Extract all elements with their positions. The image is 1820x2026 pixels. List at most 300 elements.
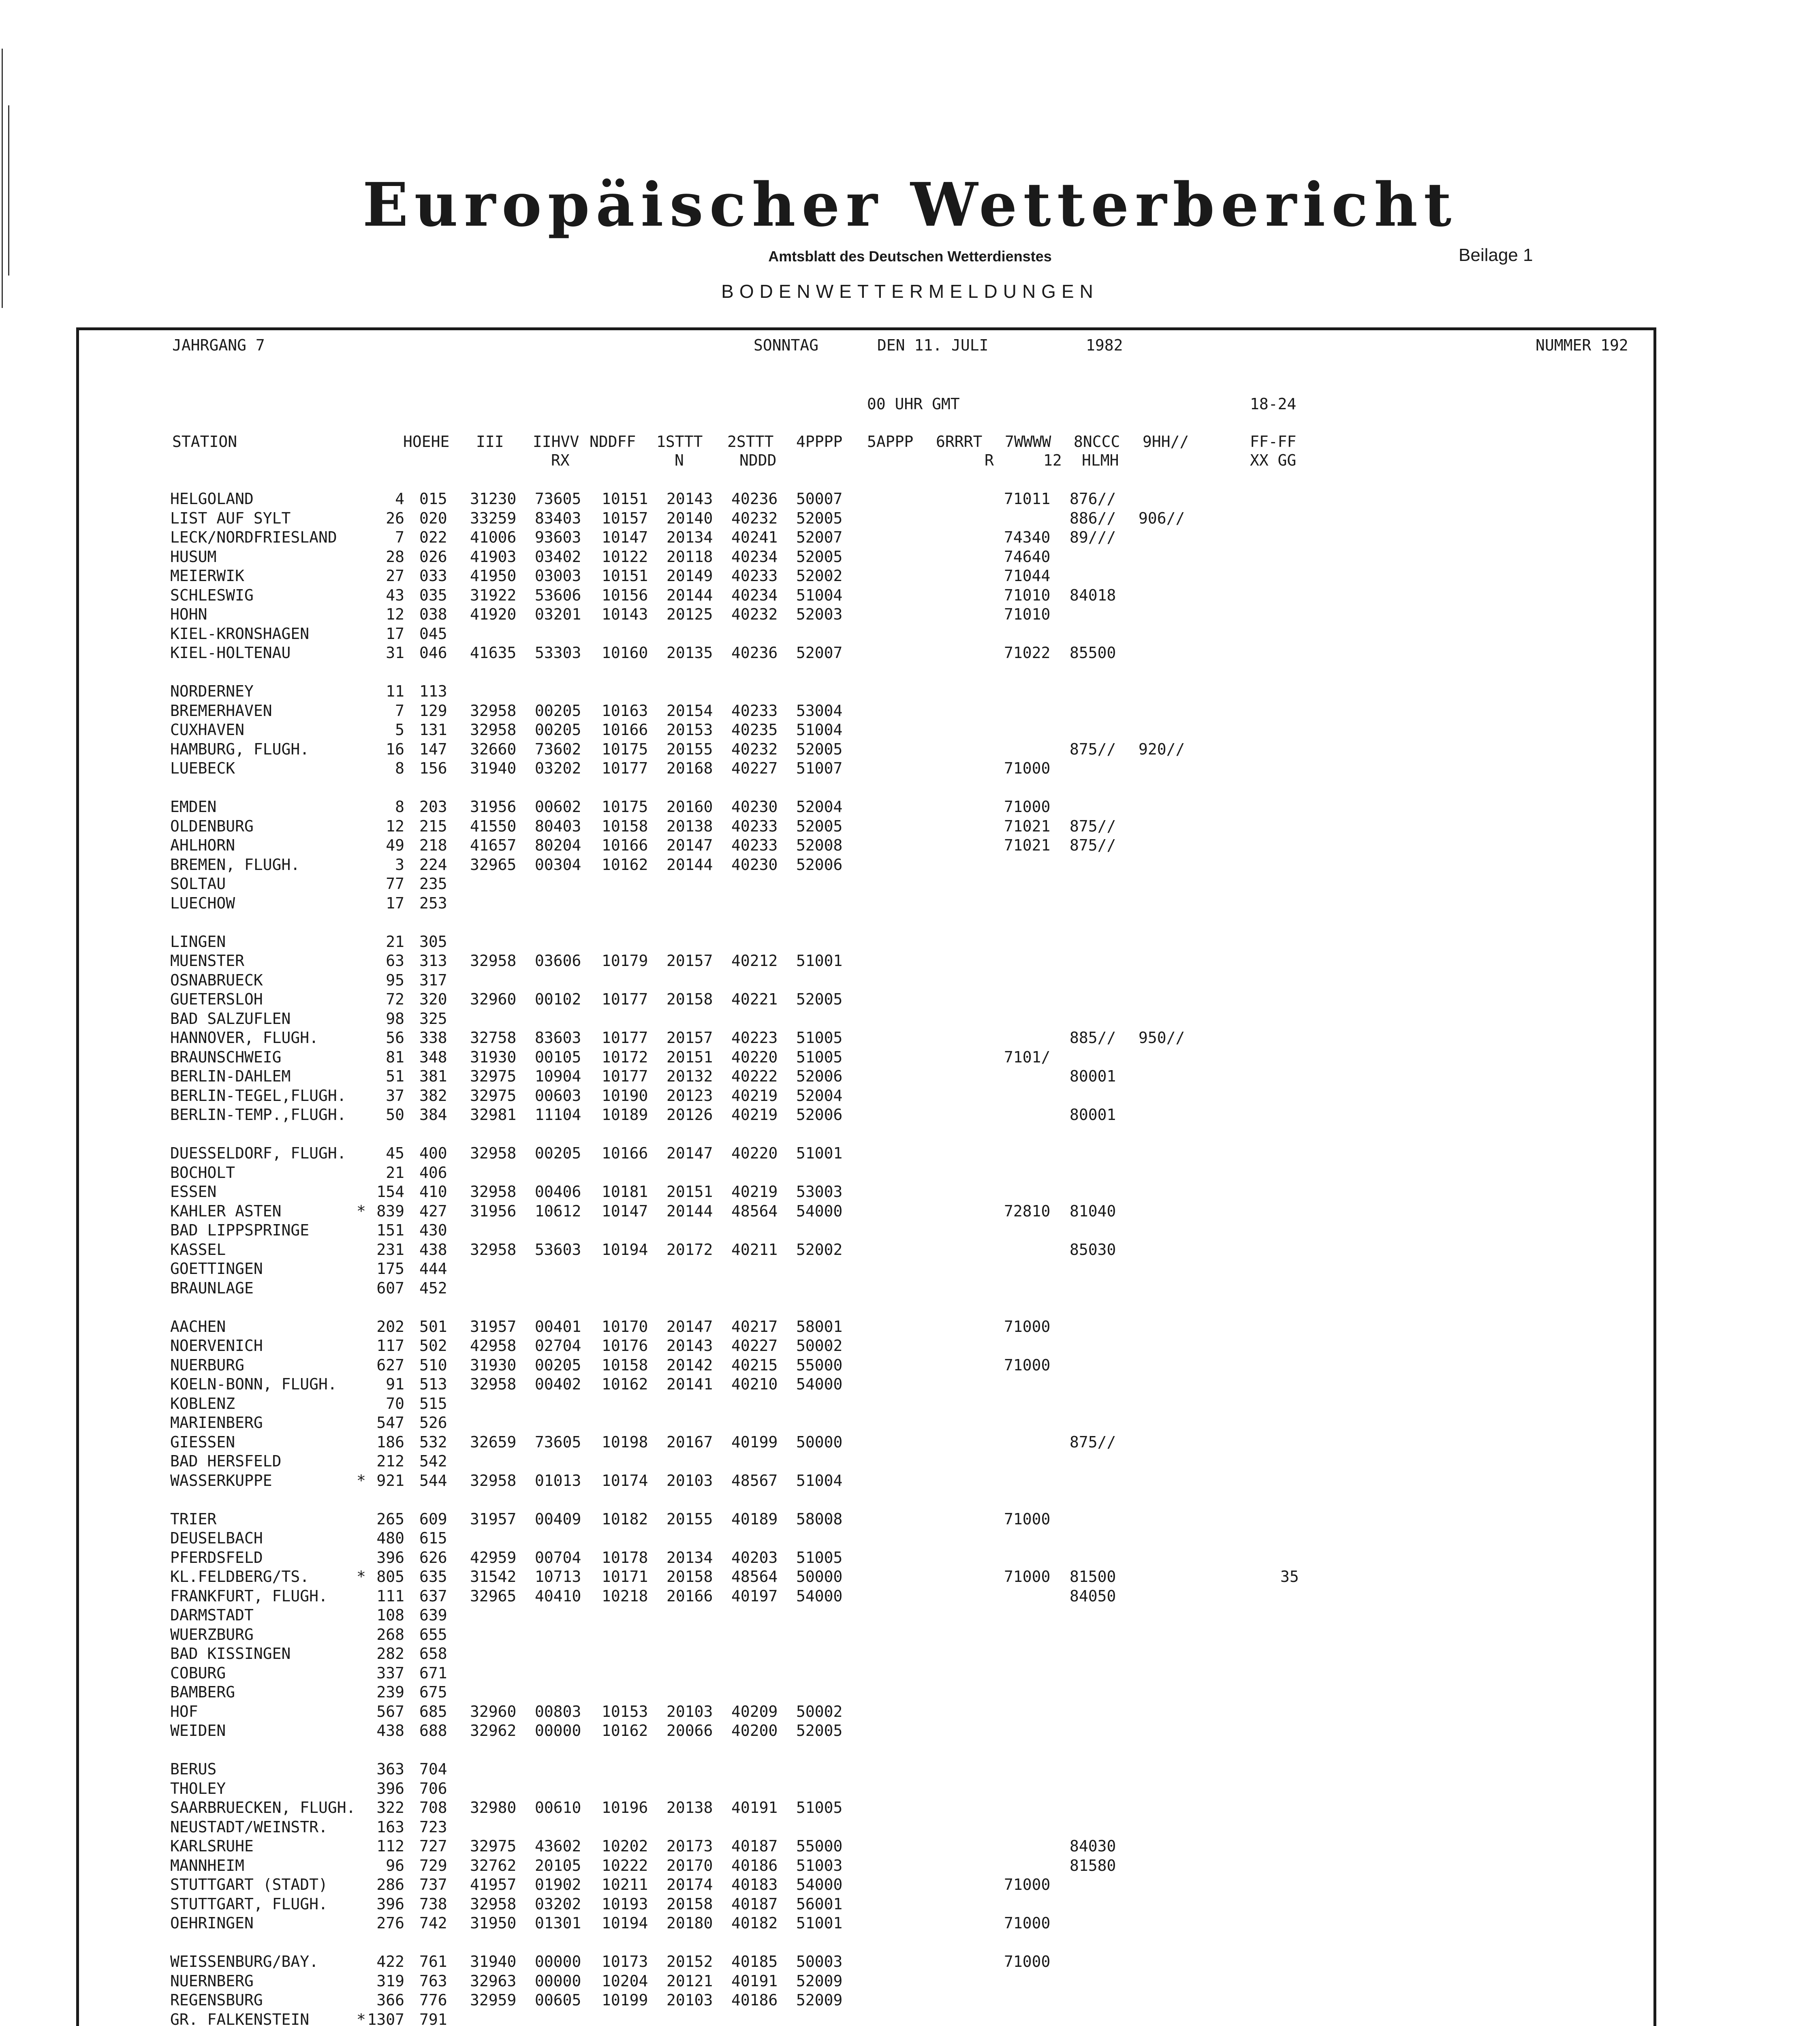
station-number: 203 (419, 798, 447, 816)
group-8nccc: 875// (1070, 836, 1116, 854)
group-4pppp: 40236 (731, 490, 778, 508)
station-name: TRIER (170, 1510, 217, 1528)
group-nddff: 73605 (535, 490, 581, 508)
station-name: WASSERKUPPE (170, 1471, 272, 1490)
station-number: 513 (419, 1375, 447, 1393)
group-7wwww: 71044 (1004, 567, 1051, 585)
station-name: MEIERWIK (170, 567, 245, 585)
station-number: 671 (419, 1664, 447, 1682)
group-nddff: 00603 (535, 1086, 581, 1105)
station-name: FRANKFURT, FLUGH. (170, 1587, 328, 1605)
group-4pppp: 40203 (731, 1548, 778, 1567)
station-number: 156 (419, 759, 447, 777)
section-title: BODENWETTERMELDUNGEN (721, 281, 1099, 302)
station-name: OEHRINGEN (170, 1914, 254, 1932)
group-iihvv: 32975 (470, 1067, 517, 1085)
col-iii: III (476, 433, 504, 451)
station-number: 729 (419, 1856, 447, 1874)
group-1sttt: 10173 (602, 1953, 648, 1970)
date-label: DEN 11. JULI (877, 336, 989, 354)
station-name: HELGOLAND (170, 490, 254, 508)
group-2sttt: 20172 (666, 1240, 713, 1259)
group-4pppp: 48564 (731, 1202, 778, 1220)
group-4pppp: 40191 (731, 1799, 778, 1817)
group-4pppp: 40232 (731, 605, 778, 623)
group-4pppp: 40219 (731, 1086, 778, 1105)
group-nddff: 00205 (535, 721, 581, 739)
group-nddff: 83403 (535, 509, 581, 527)
group-2sttt: 20151 (666, 1048, 713, 1066)
group-2sttt: 20138 (666, 817, 713, 835)
station-name: STUTTGART, FLUGH. (170, 1895, 328, 1913)
station-name: KARLSRUHE (170, 1837, 254, 1855)
group-nddff: 40410 (535, 1587, 581, 1605)
binding-mark (8, 105, 9, 276)
group-iihvv: 31940 (470, 1953, 517, 1970)
group-4pppp: 40200 (731, 1722, 778, 1740)
group-2sttt: 20140 (666, 509, 713, 527)
group-8nccc: 875// (1070, 740, 1116, 758)
group-7wwww: 74640 (1004, 547, 1051, 566)
station-number: 637 (419, 1587, 447, 1605)
group-1sttt: 10190 (602, 1086, 648, 1105)
station-number: 147 (419, 740, 447, 758)
station-number: 742 (419, 1914, 447, 1932)
station-name: GIESSEN (170, 1433, 235, 1451)
group-4pppp: 40232 (731, 740, 778, 758)
group-5appp: 51005 (796, 1799, 843, 1817)
station-name: LIST AUF SYLT (170, 509, 291, 527)
group-5appp: 50007 (796, 490, 843, 508)
group-5appp: 51005 (796, 1548, 843, 1567)
col-iihvv-sub: RX (551, 451, 570, 469)
group-1sttt: 10202 (602, 1837, 648, 1855)
col-7wwww: 7WWWW (1005, 433, 1051, 451)
group-iihvv: 32975 (470, 1086, 517, 1105)
station-number: 410 (419, 1183, 447, 1201)
group-1sttt: 10211 (602, 1876, 648, 1893)
group-7wwww: 71000 (1004, 1876, 1051, 1893)
station-number: 704 (419, 1760, 447, 1778)
station-name: BERUS (170, 1760, 217, 1778)
group-4pppp: 40187 (731, 1837, 778, 1855)
group-nddff: 03402 (535, 547, 581, 566)
group-8nccc: 875// (1070, 817, 1116, 835)
station-name: EMDEN (170, 798, 217, 816)
group-4pppp: 40211 (731, 1240, 778, 1259)
station-name: BRAUNSCHWEIG (170, 1048, 282, 1066)
station-name: LINGEN (170, 932, 226, 951)
group-5appp: 53004 (796, 701, 843, 720)
mountain-mark: * (357, 1471, 366, 1490)
group-2sttt: 20144 (666, 855, 713, 874)
station-name: SCHLESWIG (170, 586, 254, 604)
station-number: 515 (419, 1394, 447, 1413)
group-4pppp: 40221 (731, 990, 778, 1008)
group-7wwww: 71000 (1004, 1510, 1051, 1528)
group-iihvv: 41957 (470, 1876, 517, 1893)
group-5appp: 50000 (796, 1568, 843, 1586)
group-1sttt: 10189 (602, 1106, 648, 1124)
col-4pppp: 4PPPP (796, 433, 843, 451)
group-iihvv: 32962 (470, 1722, 517, 1740)
group-iihvv: 31956 (470, 1202, 517, 1220)
group-nddff: 73602 (535, 740, 581, 758)
station-number: 038 (419, 605, 447, 623)
group-2sttt: 20170 (666, 1856, 713, 1874)
group-5appp: 58001 (796, 1317, 843, 1336)
group-iihvv: 31542 (470, 1568, 517, 1586)
station-name: KOELN-BONN, FLUGH. (170, 1375, 337, 1393)
group-1sttt: 10143 (602, 605, 648, 623)
station-name: KL.FELDBERG/TS. (170, 1568, 310, 1586)
group-8nccc: 875// (1070, 1433, 1116, 1451)
station-number: 320 (419, 990, 447, 1008)
group-nddff: 02704 (535, 1337, 581, 1355)
group-5appp: 52006 (796, 855, 843, 874)
group-iihvv: 32958 (470, 1895, 517, 1913)
station-number: 046 (419, 644, 447, 662)
station-name: SOLTAU (170, 875, 226, 893)
group-9hh: 920// (1139, 740, 1185, 758)
group-iihvv: 32758 (470, 1029, 517, 1047)
group-nddff: 93603 (535, 528, 581, 546)
station-name: BREMEN, FLUGH. (170, 855, 300, 874)
group-5appp: 51003 (796, 1856, 843, 1874)
group-4pppp: 40233 (731, 567, 778, 585)
group-7wwww: 71021 (1004, 836, 1051, 854)
group-4pppp: 40234 (731, 586, 778, 604)
page-title: Europäischer Wetterbericht (362, 169, 1458, 240)
group-4pppp: 40212 (731, 952, 778, 970)
station-name: AHLHORN (170, 836, 235, 854)
group-nddff: 00000 (535, 1953, 581, 1970)
group-iihvv: 32762 (470, 1856, 517, 1874)
group-8nccc: 81500 (1070, 1568, 1116, 1586)
station-number: 737 (419, 1876, 447, 1893)
group-4pppp: 40233 (731, 817, 778, 835)
group-1sttt: 10181 (602, 1183, 648, 1201)
group-4pppp: 40220 (731, 1048, 778, 1066)
group-4pppp: 40199 (731, 1433, 778, 1451)
group-2sttt: 20141 (666, 1375, 713, 1393)
group-2sttt: 20168 (666, 759, 713, 777)
group-iihvv: 32660 (470, 740, 517, 758)
binding-mark (2, 49, 3, 308)
station-name: NUERNBERG (170, 1972, 254, 1990)
group-5appp: 51001 (796, 952, 843, 970)
group-1sttt: 10166 (602, 721, 648, 739)
group-2sttt: 20158 (666, 990, 713, 1008)
group-iihvv: 41635 (470, 644, 517, 662)
col-station: STATION (172, 433, 237, 451)
group-nddff: 03201 (535, 605, 581, 623)
group-iihvv: 32960 (470, 990, 517, 1008)
group-nddff: 00704 (535, 1548, 581, 1567)
col-2sttt: 2STTT (727, 433, 774, 451)
group-4pppp: 40227 (731, 1337, 778, 1355)
station-number: 253 (419, 894, 447, 912)
group-nddff: 03003 (535, 567, 581, 585)
station-name: KOBLENZ (170, 1394, 235, 1413)
group-5appp: 51005 (796, 1029, 843, 1047)
station-name: HANNOVER, FLUGH. (170, 1029, 319, 1047)
group-2sttt: 20144 (666, 586, 713, 604)
group-5appp: 52005 (796, 547, 843, 566)
group-5appp: 52009 (796, 1991, 843, 2009)
group-1sttt: 10151 (602, 490, 648, 508)
group-7wwww: 71010 (1004, 586, 1051, 604)
group-iihvv: 41920 (470, 605, 517, 623)
group-1sttt: 10218 (602, 1587, 648, 1605)
station-number: 444 (419, 1260, 447, 1278)
group-iihvv: 42958 (470, 1337, 517, 1355)
group-2sttt: 20121 (666, 1972, 713, 1990)
col-nddff: NDDFF (590, 433, 636, 451)
group-1sttt: 10204 (602, 1972, 648, 1990)
group-4pppp: 40186 (731, 1991, 778, 2009)
group-nddff: 00401 (535, 1317, 581, 1336)
group-nddff: 43602 (535, 1837, 581, 1855)
group-1sttt: 10162 (602, 1375, 648, 1393)
station-name: THOLEY (170, 1779, 226, 1797)
group-5appp: 50002 (796, 1337, 843, 1355)
station-name: ESSEN (170, 1183, 217, 1201)
group-iihvv: 32958 (470, 721, 517, 739)
station-number: 015 (419, 490, 447, 508)
group-2sttt: 20157 (666, 952, 713, 970)
group-5appp: 52005 (796, 990, 843, 1008)
station-name: BAD SALZUFLEN (170, 1009, 291, 1028)
group-1sttt: 10198 (602, 1433, 648, 1451)
group-2sttt: 20157 (666, 1029, 713, 1047)
col-1sttt: 1STTT (656, 433, 703, 451)
group-5appp: 52006 (796, 1067, 843, 1085)
group-iihvv: 31230 (470, 490, 517, 508)
station-name: BERLIN-TEGEL,FLUGH. (170, 1086, 346, 1105)
group-2sttt: 20103 (666, 1702, 713, 1720)
group-4pppp: 40217 (731, 1317, 778, 1336)
group-2sttt: 20155 (666, 740, 713, 758)
station-number: 026 (419, 547, 447, 566)
group-8nccc: 876// (1070, 490, 1116, 508)
group-4pppp: 40191 (731, 1972, 778, 1990)
group-5appp: 52005 (796, 509, 843, 527)
group-8nccc: 84030 (1070, 1837, 1116, 1855)
group-5appp: 58008 (796, 1510, 843, 1528)
group-5appp: 52002 (796, 1240, 843, 1259)
station-number: 382 (419, 1086, 447, 1105)
group-7wwww: 71021 (1004, 817, 1051, 835)
group-2sttt: 20147 (666, 1317, 713, 1336)
group-2sttt: 20147 (666, 836, 713, 854)
group-7wwww: 74340 (1004, 528, 1051, 546)
station-name: HUSUM (170, 547, 217, 566)
group-nddff: 03606 (535, 952, 581, 970)
group-2sttt: 20134 (666, 528, 713, 546)
station-number: 400 (419, 1144, 447, 1162)
station-name: BREMERHAVEN (170, 701, 272, 720)
group-5appp: 51001 (796, 1144, 843, 1162)
group-iihvv: 32958 (470, 952, 517, 970)
group-iihvv: 32975 (470, 1837, 517, 1855)
col-2sttt-sub: NDDD (739, 451, 777, 469)
col-8nccc-sub: HLMH (1082, 451, 1119, 469)
group-4pppp: 40219 (731, 1106, 778, 1124)
group-2sttt: 20143 (666, 490, 713, 508)
group-1sttt: 10166 (602, 1144, 648, 1162)
group-2sttt: 20132 (666, 1067, 713, 1085)
station-number: 430 (419, 1221, 447, 1239)
group-9hh: 906// (1139, 509, 1185, 527)
group-nddff: 00000 (535, 1972, 581, 1990)
group-8nccc: 81040 (1070, 1202, 1116, 1220)
station-name: LUEBECK (170, 759, 235, 777)
station-number: 655 (419, 1625, 447, 1643)
report-frame (76, 327, 1656, 2026)
station-number: 658 (419, 1645, 447, 1663)
group-2sttt: 20174 (666, 1876, 713, 1893)
group-nddff: 03202 (535, 1895, 581, 1913)
station-name: NOERVENICH (170, 1337, 263, 1355)
group-2sttt: 20180 (666, 1914, 713, 1932)
group-2sttt: 20147 (666, 1144, 713, 1162)
station-number: 313 (419, 952, 447, 970)
group-nddff: 11104 (535, 1106, 581, 1124)
group-2sttt: 20066 (666, 1722, 713, 1740)
group-1sttt: 10157 (602, 509, 648, 527)
station-number: 626 (419, 1548, 447, 1567)
station-number: 685 (419, 1702, 447, 1720)
group-5appp: 51004 (796, 1471, 843, 1490)
group-4pppp: 40186 (731, 1856, 778, 1874)
group-nddff: 10904 (535, 1067, 581, 1085)
group-iihvv: 32981 (470, 1106, 517, 1124)
group-iihvv: 31957 (470, 1510, 517, 1528)
group-4pppp: 40234 (731, 547, 778, 566)
station-number: 215 (419, 817, 447, 835)
group-nddff: 10612 (535, 1202, 581, 1220)
station-number: 542 (419, 1452, 447, 1470)
group-4pppp: 40230 (731, 798, 778, 816)
group-2sttt: 20138 (666, 1799, 713, 1817)
station-name: DUESSELDORF, FLUGH. (170, 1144, 346, 1162)
col-6rrrt-sub: R (985, 451, 994, 469)
group-iihvv: 32659 (470, 1433, 517, 1451)
group-5appp: 52005 (796, 740, 843, 758)
station-name: CUXHAVEN (170, 721, 245, 739)
group-2sttt: 20103 (666, 1991, 713, 2009)
group-2sttt: 20152 (666, 1953, 713, 1970)
group-1sttt: 10194 (602, 1240, 648, 1259)
mountain-mark: * (357, 1202, 366, 1220)
station-number: 639 (419, 1606, 447, 1624)
group-nddff: 53303 (535, 644, 581, 662)
group-2sttt: 20134 (666, 1548, 713, 1567)
station-number: 224 (419, 855, 447, 874)
group-nddff: 73605 (535, 1433, 581, 1451)
group-5appp: 51007 (796, 759, 843, 777)
station-number: 723 (419, 1818, 447, 1836)
station-name: HOF (170, 1702, 198, 1720)
group-iihvv: 31940 (470, 759, 517, 777)
group-1sttt: 10222 (602, 1856, 648, 1874)
station-name: DARMSTADT (170, 1606, 254, 1624)
observation-time: 00 UHR GMT (867, 395, 960, 413)
station-name: COBURG (170, 1664, 226, 1682)
group-4pppp: 40230 (731, 855, 778, 874)
group-nddff: 00610 (535, 1799, 581, 1817)
station-number: 452 (419, 1279, 447, 1297)
station-number: 218 (419, 836, 447, 854)
group-nddff: 01013 (535, 1471, 581, 1490)
group-nddff: 53606 (535, 586, 581, 604)
group-7wwww: 72810 (1004, 1202, 1051, 1220)
col-1sttt-sub: N (675, 451, 684, 469)
group-5appp: 52006 (796, 1106, 843, 1124)
group-5appp: 51001 (796, 1914, 843, 1932)
station-number: 129 (419, 701, 447, 720)
group-4pppp: 40223 (731, 1029, 778, 1047)
group-iihvv: 41657 (470, 836, 517, 854)
station-number: 381 (419, 1067, 447, 1085)
col-8nccc: 8NCCC (1074, 433, 1120, 451)
group-1sttt: 10158 (602, 817, 648, 835)
col-iihvv: IIHVV (533, 433, 579, 451)
group-5appp: 52004 (796, 798, 843, 816)
group-5appp: 52007 (796, 644, 843, 662)
group-4pppp: 40187 (731, 1895, 778, 1913)
station-name: KIEL-HOLTENAU (170, 644, 291, 662)
group-nddff: 00304 (535, 855, 581, 874)
group-5appp: 55000 (796, 1837, 843, 1855)
station-number: 791 (419, 2010, 447, 2026)
group-5appp: 52007 (796, 528, 843, 546)
group-2sttt: 20154 (666, 701, 713, 720)
group-4pppp: 40219 (731, 1183, 778, 1201)
group-1sttt: 10193 (602, 1895, 648, 1913)
group-iihvv: 33259 (470, 509, 517, 527)
group-8nccc: 80001 (1070, 1067, 1116, 1085)
group-iihvv: 31930 (470, 1048, 517, 1066)
group-4pppp: 40215 (731, 1356, 778, 1374)
group-ff: 35 (1280, 1568, 1299, 1586)
station-number: 427 (419, 1202, 447, 1220)
volume-label: JAHRGANG 7 (172, 336, 265, 354)
station-number: 738 (419, 1895, 447, 1913)
col-hoehe: HOEHE (403, 433, 450, 451)
station-number: 235 (419, 875, 447, 893)
group-nddff: 00402 (535, 1375, 581, 1393)
group-iihvv: 41903 (470, 547, 517, 566)
group-2sttt: 20167 (666, 1433, 713, 1451)
group-4pppp: 40241 (731, 528, 778, 546)
station-number: 526 (419, 1414, 447, 1432)
col-9hh: 9HH// (1143, 433, 1189, 451)
group-2sttt: 20118 (666, 547, 713, 566)
supplement-label: Beilage 1 (1459, 245, 1533, 265)
group-1sttt: 10122 (602, 547, 648, 566)
station-name: LUECHOW (170, 894, 235, 912)
station-name: WEIDEN (170, 1722, 226, 1740)
group-2sttt: 20125 (666, 605, 713, 623)
group-4pppp: 40189 (731, 1510, 778, 1528)
group-1sttt: 10160 (602, 644, 648, 662)
station-number: 727 (419, 1837, 447, 1855)
station-name: AACHEN (170, 1317, 226, 1336)
group-1sttt: 10162 (602, 855, 648, 874)
station-name: LECK/NORDFRIESLAND (170, 528, 337, 546)
